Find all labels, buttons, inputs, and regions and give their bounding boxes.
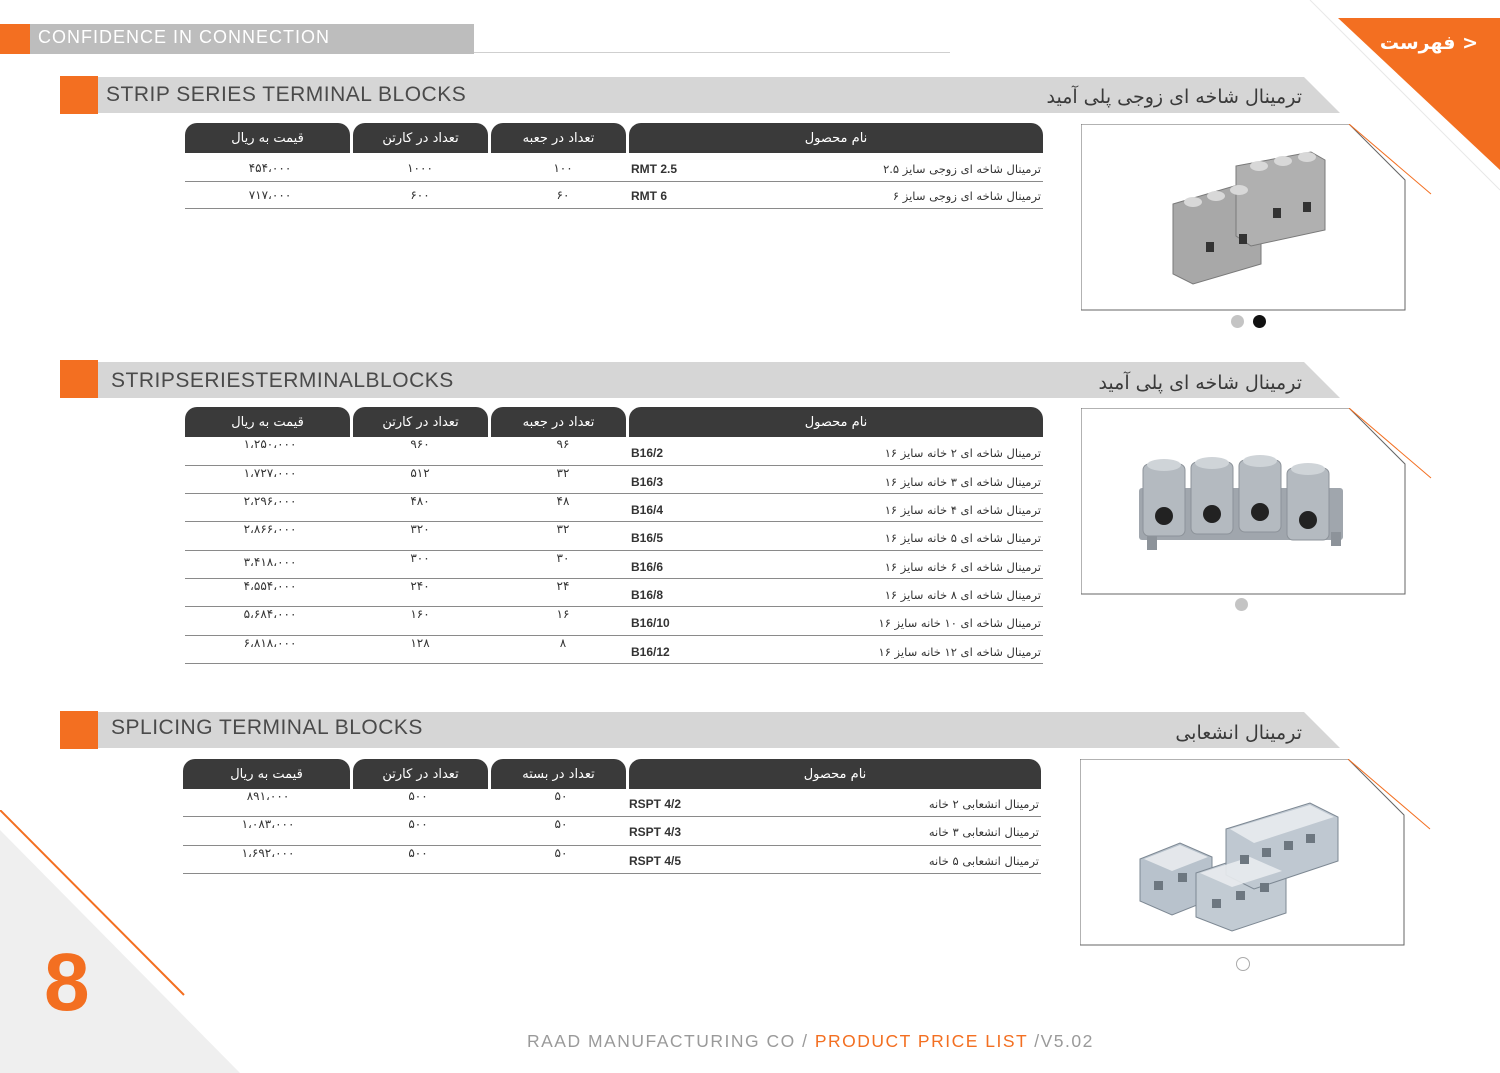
column-header-price: قیمت به ریال — [183, 759, 350, 789]
box-cell: ۴۸ — [556, 494, 570, 508]
price-cell: ۸۹۱،۰۰۰ — [246, 789, 290, 803]
column-header-name: نام محصول — [629, 759, 1041, 789]
price-table — [185, 123, 1043, 213]
section-title-en: STRIP SERIES TERMINAL BLOCKS — [106, 83, 467, 106]
code-cell: B16/10 — [631, 616, 670, 630]
code-cell: RMT 6 — [631, 189, 667, 203]
box-cell: ۵۰ — [554, 846, 568, 860]
price-cell: ۶،۸۱۸،۰۰۰ — [243, 636, 297, 650]
column-header-box: تعداد در بسته — [491, 759, 626, 789]
code-cell: B16/6 — [631, 560, 664, 574]
box-cell: ۱۶ — [556, 607, 570, 621]
product-image-frame — [1081, 408, 1405, 594]
carton-cell: ۲۴۰ — [410, 579, 430, 593]
table-row — [185, 522, 1043, 551]
product-image — [1081, 124, 1441, 314]
price-cell: ۱،۲۵۰،۰۰۰ — [243, 437, 297, 451]
code-cell: RSPT 4/3 — [629, 825, 682, 839]
footer-doc-title: PRODUCT PRICE LIST — [814, 1031, 1028, 1051]
table-row — [185, 466, 1043, 494]
table-row — [185, 155, 1043, 182]
carton-cell: ۳۲۰ — [410, 522, 430, 536]
table-row — [185, 551, 1043, 579]
section-title-en: SPLICING TERMINAL BLOCKS — [111, 716, 423, 739]
column-header-name: نام محصول — [629, 407, 1043, 437]
box-cell: ۳۰ — [556, 551, 570, 565]
section-accent — [60, 76, 98, 114]
section-header-tip — [1300, 362, 1340, 398]
column-header-carton: تعداد در کارتن — [353, 759, 488, 789]
table-row — [185, 607, 1043, 636]
tagline: CONFIDENCE IN CONNECTION — [38, 27, 331, 47]
price-table — [183, 759, 1041, 879]
name-cell: ترمینال شاخه ای زوجی سایز ۲.۵ — [883, 162, 1041, 176]
carton-cell: ۵۱۲ — [410, 466, 430, 480]
box-cell: ۵۰ — [554, 817, 568, 831]
table-row — [185, 636, 1043, 664]
box-cell: ۲۴ — [556, 579, 570, 593]
code-cell: B16/4 — [631, 503, 664, 517]
code-cell: B16/2 — [631, 446, 664, 460]
name-cell: ترمینال شاخه ای ۵ خانه سایز ۱۶ — [884, 531, 1041, 545]
price-cell: ۲،۸۶۶،۰۰۰ — [243, 522, 297, 536]
name-cell: ترمینال انشعابی ۵ خانه — [928, 854, 1039, 868]
header-accent — [0, 24, 32, 54]
header-divider — [474, 52, 950, 53]
price-cell: ۵،۶۸۴،۰۰۰ — [243, 607, 297, 621]
footer-version: /V5.02 — [1027, 1031, 1094, 1051]
table-row — [183, 789, 1041, 817]
name-cell: ترمینال شاخه ای ۳ خانه سایز ۱۶ — [884, 475, 1041, 489]
carton-cell: ۱۲۸ — [410, 636, 430, 650]
product-image-frame — [1080, 759, 1404, 945]
name-cell: ترمینال شاخه ای ۶ خانه سایز ۱۶ — [884, 560, 1041, 574]
code-cell: B16/3 — [631, 475, 664, 489]
code-cell: B16/8 — [631, 588, 664, 602]
box-cell: ۶۰ — [556, 188, 570, 202]
section-accent — [60, 711, 98, 749]
code-cell: RMT 2.5 — [631, 162, 678, 176]
menu-link[interactable]: < فهرست — [1379, 32, 1478, 54]
product-image-frame — [1081, 124, 1405, 310]
carton-cell: ۵۰۰ — [408, 817, 428, 831]
name-cell: ترمینال انشعابی ۲ خانه — [928, 797, 1039, 811]
footer-text — [527, 1031, 1094, 1052]
code-cell: RSPT 4/2 — [629, 797, 682, 811]
code-cell: RSPT 4/5 — [629, 854, 682, 868]
box-cell: ۱۰۰ — [553, 161, 573, 175]
table-row — [183, 846, 1041, 874]
column-header-price: قیمت به ریال — [185, 407, 350, 437]
carousel-dot[interactable] — [1235, 598, 1248, 611]
carton-cell: ۵۰۰ — [408, 846, 428, 860]
table-row — [183, 817, 1041, 846]
price-cell: ۲،۲۹۶،۰۰۰ — [243, 494, 297, 508]
column-header-carton: تعداد در کارتن — [353, 407, 488, 437]
section-title-fa: ترمینال شاخه ای زوجی پلی آمید — [1046, 86, 1302, 108]
column-header-box: تعداد در جعبه — [491, 407, 626, 437]
column-header-box: تعداد در جعبه — [491, 123, 626, 153]
section-header-tip — [1300, 712, 1340, 748]
table-row — [185, 579, 1043, 607]
section-accent — [60, 360, 98, 398]
name-cell: ترمینال شاخه ای ۸ خانه سایز ۱۶ — [884, 588, 1041, 602]
code-cell: B16/5 — [631, 531, 664, 545]
section-header-tip — [1300, 77, 1340, 113]
price-cell: ۳،۴۱۸،۰۰۰ — [243, 555, 297, 569]
column-header-name: نام محصول — [629, 123, 1043, 153]
price-cell: ۷۱۷،۰۰۰ — [248, 188, 292, 202]
price-cell: ۴،۵۵۴،۰۰۰ — [243, 579, 297, 593]
name-cell: ترمینال شاخه ای ۲ خانه سایز ۱۶ — [884, 446, 1041, 460]
section-title-fa: ترمینال شاخه ای پلی آمید — [1098, 372, 1302, 394]
name-cell: ترمینال انشعابی ۳ خانه — [928, 825, 1039, 839]
section-title-fa: ترمینال انشعابی — [1175, 722, 1302, 744]
carousel-dot[interactable] — [1236, 957, 1250, 971]
product-image — [1080, 759, 1440, 949]
column-header-carton: تعداد در کارتن — [353, 123, 488, 153]
name-cell: ترمینال شاخه ای ۱۰ خانه سایز ۱۶ — [878, 616, 1041, 630]
box-cell: ۹۶ — [556, 437, 570, 451]
carousel-dot[interactable] — [1231, 315, 1244, 328]
name-cell: ترمینال شاخه ای ۱۲ خانه سایز ۱۶ — [878, 645, 1041, 659]
box-cell: ۵۰ — [554, 789, 568, 803]
carton-cell: ۳۰۰ — [410, 551, 430, 565]
carton-cell: ۱۰۰۰ — [407, 161, 433, 175]
carton-cell: ۵۰۰ — [408, 789, 428, 803]
table-row — [185, 182, 1043, 209]
column-header-price: قیمت به ریال — [185, 123, 350, 153]
price-cell: ۱،۶۹۲،۰۰۰ — [241, 846, 295, 860]
table-row — [185, 437, 1043, 466]
carton-cell: ۹۶۰ — [410, 437, 430, 451]
name-cell: ترمینال شاخه ای زوجی سایز ۶ — [892, 189, 1041, 203]
section-title-en: STRIPSERIESTERMINALBLOCKS — [111, 369, 454, 392]
name-cell: ترمینال شاخه ای ۴ خانه سایز ۱۶ — [884, 503, 1041, 517]
product-image — [1081, 408, 1441, 598]
table-row — [185, 494, 1043, 522]
box-cell: ۸ — [559, 636, 567, 650]
carousel-dot-active[interactable] — [1253, 315, 1266, 328]
code-cell: B16/12 — [631, 645, 670, 659]
price-cell: ۱،۷۲۷،۰۰۰ — [243, 466, 297, 480]
price-table — [185, 407, 1043, 667]
box-cell: ۳۲ — [556, 466, 570, 480]
page-number: 8 — [44, 937, 90, 1028]
carton-cell: ۴۸۰ — [410, 494, 430, 508]
price-cell: ۱،۰۸۳،۰۰۰ — [241, 817, 295, 831]
box-cell: ۳۲ — [556, 522, 570, 536]
carton-cell: ۱۶۰ — [410, 607, 430, 621]
carton-cell: ۶۰۰ — [410, 188, 430, 202]
price-cell: ۴۵۴،۰۰۰ — [248, 161, 292, 175]
footer-company: RAAD MANUFACTURING CO / — [527, 1031, 815, 1051]
